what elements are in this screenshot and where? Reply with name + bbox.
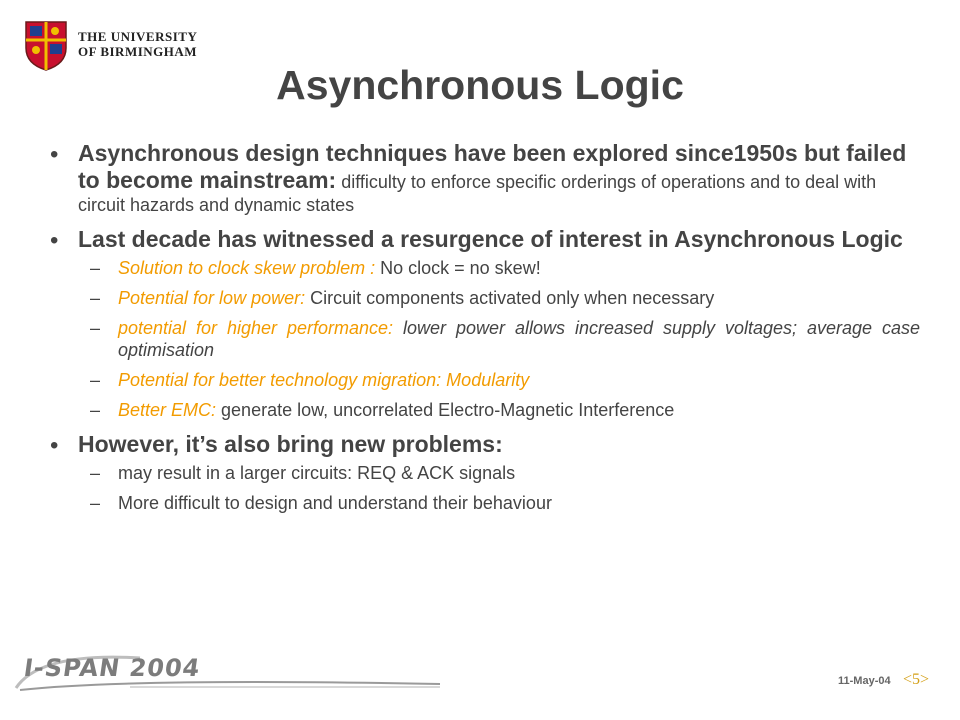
sub-item: – More difficult to design and understand their behaviour [90,493,552,513]
slide-content [50,140,920,524]
sub-item: – potential for higher performance: lower power allows increased supply voltages; average case optimisation [90,318,920,360]
sub-item: – Better EMC: generate low, uncorrelated Electro-Magnetic Interference [90,400,675,420]
bullet-3 [50,431,920,458]
ispan-logo [10,648,450,696]
sub-item-text: lower power allows increased supply voltages; average case optimisation [118,318,920,360]
sub-item-text: generate low, uncorrelated Electro-Magnetic Interference [221,400,675,420]
sub-item-highlight: potential for higher performance: [118,318,403,338]
sub-item-text: Circuit components activated only when necessary [310,288,715,308]
bullet-2-bold: Last decade has witnessed a resurgence of interest in Asynchronous Logic [78,226,903,252]
university-name [78,29,197,59]
page-number: <5> [903,671,930,688]
slide-title: Asynchronous Logic [276,62,684,108]
bullet-dot: • [50,141,59,168]
sub-item: – Potential for better technology migration: Modularity [90,370,530,390]
bullet-dot: • [50,227,59,254]
bullet-2 [50,226,920,253]
bullet-dot: • [50,432,59,459]
bullet-3-subitems [90,462,920,514]
bullet-1-text: difficulty to enforce specific orderings of operations and to deal with circuit hazards and dynamic states [78,172,877,215]
sub-item-text: may result in a larger circuits: REQ & ACK signals [118,463,516,483]
sub-item: – may result in a larger circuits: REQ & ACK signals [90,463,516,483]
sub-item-highlight: Potential for low power: [118,288,311,308]
ispan-logo-text: I-SPAN 2004 [22,654,203,682]
sub-item: – Potential for low power: Circuit components activated only when necessary [90,288,715,308]
bullet-2-subitems [90,257,920,421]
sub-item-highlight: Better EMC: [118,400,222,420]
sub-item-text: No clock = no skew! [380,258,541,278]
bullet-1-bold: Asynchronous design techniques have been explored since1950s but failed to become mainstream: [78,140,907,193]
university-line-2: OF BIRMINGHAM [78,44,198,59]
sub-item: – Solution to clock skew problem : No clock = no skew! [90,258,541,278]
bullet-3-bold: However, it’s also bring new problems: [78,431,503,457]
sub-item-text: More difficult to design and understand their behaviour [118,493,552,513]
footer-date: 11-May-04 [838,675,891,687]
sub-item-highlight: Potential for better technology migration: Modularity [118,370,530,390]
bullet-1 [50,140,920,216]
university-line-1: THE UNIVERSITY [78,29,198,44]
sub-item-highlight: Solution to clock skew problem : [118,258,381,278]
